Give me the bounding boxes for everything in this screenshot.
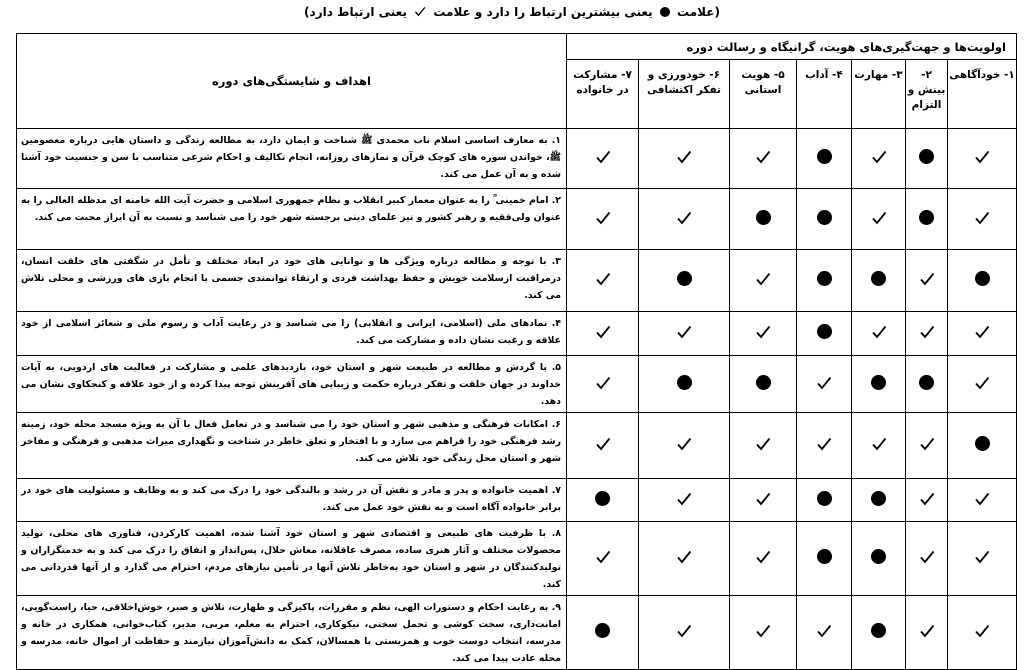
- dot-icon: [852, 596, 906, 670]
- priorities-header: اولویت‌ها و جهت‌گیری‌های هویت، گرانیگاه و رسالت دوره: [567, 34, 1017, 60]
- objective-text: ۲. امام خمینی ؒ را به عنوان معمار کبیر انقلاب و نظام جمهوری اسلامی و حضرت آیت الله خامنه ای مدظله العالی را به عنوان ولی‌فقیه و رهبر کشور و نیز علمای دینی برجسته شهر خود را می شناسد و نسبت به آن ابراز محبت می کند.: [17, 189, 567, 250]
- check-icon: [567, 129, 639, 189]
- check-icon: [948, 522, 1017, 596]
- table-row: [17, 189, 1017, 250]
- dot-icon: [852, 522, 906, 596]
- check-icon: [906, 250, 948, 312]
- check-icon: [567, 312, 639, 356]
- column-header: ۴- آداب: [797, 60, 852, 129]
- check-icon: [567, 413, 639, 479]
- legend-check-meaning: یعنی ارتباط دارد): [304, 5, 407, 19]
- dot-icon: [948, 413, 1017, 479]
- dot-icon: [730, 189, 797, 250]
- dot-icon: [797, 189, 852, 250]
- dot-icon: [567, 596, 639, 670]
- check-icon: [730, 479, 797, 522]
- dot-icon: [906, 129, 948, 189]
- check-icon: [906, 596, 948, 670]
- dot-icon: [660, 0, 670, 24]
- competency-table: [16, 33, 1017, 670]
- check-icon: [948, 356, 1017, 413]
- check-icon: [852, 189, 906, 250]
- check-icon: [567, 356, 639, 413]
- dot-icon: [639, 250, 730, 312]
- check-icon: [797, 413, 852, 479]
- check-icon: [948, 596, 1017, 670]
- check-icon: [639, 413, 730, 479]
- objective-text: ۳. با توجه و مطالعه درباره ویژگی ها و توانایی های خود در ابعاد مختلف و تأمل در شگفتی های خلقت انسان، درمراقبت ازسلامت خویش و حفظ بهداشت فردی و ارتقاء توانمندی جسمی با انجام بازی های ورزشی و محلی تلاش می کند.: [17, 250, 567, 312]
- check-icon: [797, 356, 852, 413]
- table-row: [17, 356, 1017, 413]
- objective-text: ۷. اهمیت خانواده و پدر و مادر و نقش آن در رشد و بالندگی خود را درک می کند و به وظایف و مسئولیت های خود در برابر خانواده آگاه است و به نقش خود عمل می کند.: [17, 479, 567, 522]
- check-icon: [906, 312, 948, 356]
- legend: [0, 0, 1024, 26]
- dot-icon: [797, 129, 852, 189]
- table-row: [17, 312, 1017, 356]
- dot-icon: [797, 522, 852, 596]
- dot-icon: [852, 356, 906, 413]
- check-icon: [567, 189, 639, 250]
- check-icon: [730, 312, 797, 356]
- column-header: ۲- بینش و التزام: [906, 60, 948, 129]
- dot-icon: [797, 250, 852, 312]
- check-icon: [797, 596, 852, 670]
- objective-text: ۶. امکانات فرهنگی و مذهبی شهر و استان خود را می شناسد و در تعامل فعال با آن به ویژه مسجد محله خود، زمینه رشد فرهنگی خود را فراهم می سازد و با افتخار و تعلق خاطر در شناخت و نگهداری میراث مذهبی و فرهنگی و مفاخر شهر و استان محل زندگی خود تلاش می کند.: [17, 413, 567, 479]
- check-icon: [567, 250, 639, 312]
- check-icon: [639, 479, 730, 522]
- dot-icon: [797, 479, 852, 522]
- check-icon: [948, 312, 1017, 356]
- table-row: [17, 250, 1017, 312]
- check-icon: [639, 189, 730, 250]
- check-icon: [730, 413, 797, 479]
- check-icon: [948, 479, 1017, 522]
- column-header: ۷- مشارکت در خانواده: [567, 60, 639, 129]
- dot-icon: [567, 479, 639, 522]
- dot-icon: [639, 356, 730, 413]
- check-icon: [948, 189, 1017, 250]
- column-header: ۶- خودورزی و تفکر اکتشافی: [639, 60, 730, 129]
- dot-icon: [906, 189, 948, 250]
- table-row: [17, 129, 1017, 189]
- dot-icon: [797, 312, 852, 356]
- objectives-header: اهداف و شایستگی‌های دوره: [17, 34, 567, 129]
- check-icon: [639, 522, 730, 596]
- check-icon: [730, 522, 797, 596]
- legend-open: (علامت: [677, 5, 720, 19]
- check-icon: [639, 596, 730, 670]
- check-icon: [852, 413, 906, 479]
- dot-icon: [948, 250, 1017, 312]
- objective-text: ۸. با ظرفیت های طبیعی و اقتصادی شهر و استان خود آشنا شده، اهمیت کارکردن، فناوری های محلی، تولید محصولات مختلف و آثار هنری ساده، مصرف عاقلانه، معاش حلال، پس‌انداز و انفاق را درک می کند و به خدمتگزاران و تولیدکنندگان در شهر و استان خود به‌خاطر تلاش آنها در تأمین نیازهای مردم، احترام می گذارد و از آنها قدردانی می کند.: [17, 522, 567, 596]
- table-row: [17, 596, 1017, 670]
- check-icon: [948, 129, 1017, 189]
- dot-icon: [852, 479, 906, 522]
- column-header: ۵- هویت استانی: [730, 60, 797, 129]
- dot-icon: [730, 356, 797, 413]
- check-icon: [567, 522, 639, 596]
- check-icon: [906, 413, 948, 479]
- check-icon: [639, 312, 730, 356]
- check-icon: [730, 129, 797, 189]
- check-icon: [906, 522, 948, 596]
- check-icon: [639, 129, 730, 189]
- table-row: [17, 522, 1017, 596]
- check-icon: [852, 129, 906, 189]
- dot-icon: [906, 356, 948, 413]
- objective-text: ۵. با گردش و مطالعه در طبیعت شهر و استان خود، بازدیدهای علمی و مشارکت در فعالیت های اردویی، به آیات خداوند در جهان خلقت و تفکر درباره حکمت و زیبایی های آفرینش توجه پیدا کرده و از خود علاقه و کنجکاوی نشان می دهد.: [17, 356, 567, 413]
- legend-dot-meaning: یعنی بیشترین ارتباط را دارد و علامت: [433, 5, 653, 19]
- table-row: [17, 479, 1017, 522]
- check-icon: [852, 312, 906, 356]
- objective-text: ۹. به رعایت احکام و دستورات الهی، نظم و مقررات، پاکیزگی و طهارت، تلاش و صبر، خوش‌اخلاقی، حیا، راست‌گویی، امانت‌داری، سخت کوشی و تحمل سختی، نیکوکاری، احترام به معلم، مربی، مدیر، کتاب‌خوانی، همکاری در خانه و مدرسه، انتخاب دوست خوب و همزیستی با همسالان، کمک به دانش‌آموزان نیازمند و حفاظت از اموال خانه، مدرسه و محله عادت پیدا می کند.: [17, 596, 567, 670]
- table-row: [17, 413, 1017, 479]
- check-icon: [906, 479, 948, 522]
- dot-icon: [852, 250, 906, 312]
- check-icon: [730, 596, 797, 670]
- check-icon: [414, 0, 426, 24]
- column-header: ۳- مهارت: [852, 60, 906, 129]
- objective-text: ۴. نمادهای ملی (اسلامی، ایرانی و انقلابی) را می شناسد و در رعایت آداب و رسوم ملی و شعائر اسلامی از خود علاقه و رغبت نشان داده و مشارکت می کند.: [17, 312, 567, 356]
- column-header: ۱- خودآگاهی: [948, 60, 1017, 129]
- objective-text: ۱. به معارف اساسی اسلام ناب محمدی ﷺ شناخت و ایمان دارد، به مطالعه زندگی و داستان هایی درباره معصومین ﷺ، خواندن سوره های کوچک قرآن و نمازهای روزانه، انجام تکالیف و احکام شرعی متناسب با سن و جنسیت خود آشنا شده و به آن عمل می کند.: [17, 129, 567, 189]
- check-icon: [730, 250, 797, 312]
